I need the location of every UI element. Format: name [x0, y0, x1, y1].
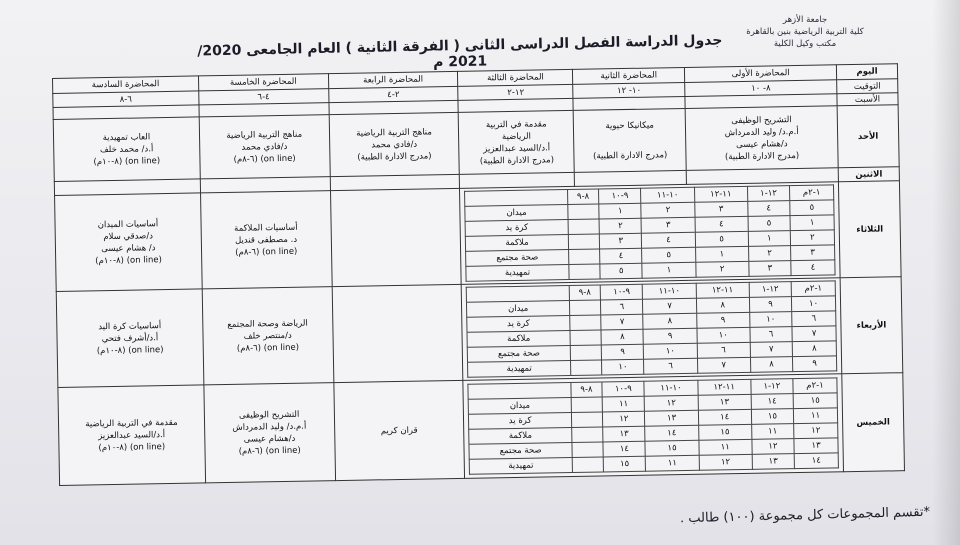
day-sunday: الأحد: [837, 105, 899, 168]
lecture-2-header: المحاضرة الثانية: [573, 67, 685, 84]
faculty-name: كلية التربية الرياضية بنين بالقاهرة: [746, 27, 864, 37]
sunday-lecture-4: مناهج التربية الرياضية د/فادي محمد (مدرج الادارة الطبية): [329, 112, 460, 176]
time-1: ٨- ١٠: [685, 80, 837, 97]
tuesday-groups: [460, 182, 840, 285]
schedule-table: [52, 63, 905, 486]
time-2: ١٠- ١٢: [573, 82, 685, 98]
tuesday-row: [55, 181, 902, 292]
wednesday-lecture-4: [332, 284, 463, 382]
sunday-lecture-5: مناهج التربية الرياضية د/فادي محمد (on line) (٦-٨م): [199, 115, 330, 179]
office-name: مكتب وكيل الكلية: [773, 39, 837, 49]
tuesday-lecture-4: [330, 188, 461, 286]
sunday-lecture-3: مقدمة في التربية الرياضية أ.د/السيد عبدالعزيز (مدرج الادارة الطبية): [459, 110, 575, 174]
wednesday-groups: [462, 278, 842, 381]
day-thursday: الخميس: [842, 373, 905, 472]
tuesday-lecture-6: أساسيات الميدان د/صدقي سلام د/ هشام عيسى (on line) (٨-١٠م): [55, 193, 202, 292]
time-6: ٦-٨: [53, 91, 199, 108]
day-label: اليوم: [836, 64, 897, 80]
sunday-lecture-6: العاب تمهيدية أ.د/ محمد خلف (on line) (٨-١٠م): [53, 117, 200, 182]
time-label: التوقيت: [837, 79, 898, 94]
week-label: الأسبت: [837, 93, 898, 106]
wednesday-lecture-6: أساسيات كرة اليد أ.د/أشرف فتحي (on line) (٨-١٠م): [56, 289, 203, 388]
lecture-6-header: المحاضرة السادسة: [53, 76, 199, 94]
footnote: *تقسم المجموعات كل مجموعة (١٠٠) طالب .: [679, 504, 931, 527]
page-edge-shadow: [932, 0, 960, 545]
sunday-lecture-1: التشريح الوظيفى أ.م.د/ وليد الدمرداش د/هشام عيسى (مدرج الادارة الطبية): [685, 106, 838, 171]
lecture-3-header: المحاضرة الثالثة: [458, 69, 573, 86]
tuesday-lecture-5: أساسيات الملاكمة د. مصطفى قنديل (on line) (٦-٨م): [200, 191, 331, 289]
thursday-lecture-5: التشريح الوظيفى أ.م.د/ وليد الدمرداش د/هشام عيسى (on line) (٦-٨م): [204, 383, 336, 483]
lecture-5-header: المحاضرة الخامسة: [198, 74, 328, 91]
thursday-groups: [463, 374, 843, 479]
university-name: جامعة الأزهر: [782, 15, 828, 25]
wednesday-rotation-table: ١-٢م ١٢-١ ١١-١٢ ١٠-١١ ٩-١٠ ٨-٩ ١٠ ٩ ٨ ٧ ٦ ميدان ٦ ١٠ ٩ ٨ ٧ كرة يد ٧ ٦ ١٠ ٩ ٨ ملاكمة ٨ ٧ ٦ ١٠ ٩ صحة مجتمع ٩ ٨ ٧ ٦ ١٠ تمهيدية: [466, 280, 837, 377]
schedule-title: جدول الدراسة الفصل الدراسى الثانى ( الفرقة الثانية ) العام الجامعى 2020/ 2021 م: [197, 32, 723, 71]
day-wednesday: الأربعاء: [840, 277, 903, 374]
time-5: ٤-٦: [199, 89, 329, 105]
thursday-row: [58, 373, 905, 486]
wednesday-lecture-5: الرياضة وصحة المجتمع د/منتصر خلف (on line) (٦-٨م): [202, 287, 333, 385]
time-3: ١٢-٢: [458, 84, 573, 100]
thursday-lecture-6: مقدمة في التربية الرياضية أ.د/السيد عبدالعزيز (on line) (٨-١٠م): [58, 385, 205, 486]
sunday-lecture-2: ميكانيكا حيوية (مدرج الادارة الطبية): [573, 108, 686, 172]
thursday-rotation-table: ١-٢م ١٢-١ ١١-١٢ ١٠-١١ ٩-١٠ ٨-٩ ١٥ ١٤ ١٣ ١٢ ١١ ميدان ١١ ١٥ ١٤ ١٣ ١٢ كرة يد ١٢ ١١ ١٥ ١٤ ١٣ ملاكمة ١٣ ١٢ ١١ ١٥ ١٤ صحة مجتمع ١٤ ١٣ ١٢ ١١ ١٥ تمهيدية: [468, 377, 839, 474]
time-4: ٢-٤: [328, 86, 458, 102]
day-tuesday: الثلاثاء: [838, 181, 901, 278]
lecture-4-header: المحاضرة الرابعة: [328, 71, 458, 88]
wednesday-row: [56, 277, 903, 388]
thursday-lecture-4: قران كريم: [333, 380, 465, 480]
tuesday-rotation-table: ١-٢م ١٢-١ ١١-١٢ ١٠-١١ ٩-١٠ ٨-٩ ٥ ٤ ٣ ٢ ١ ميدان ١ ٥ ٤ ٣ ٢ كرة يد ٢ ١ ٥ ٤ ٣ ملاكمة ٣ ٢ ١ ٥ ٤ صحة مجتمع ٤ ٣ ٢ ١ ٥ تمهيدية: [464, 184, 835, 281]
lecture-1-header: المحاضرة الأولى: [685, 65, 837, 83]
day-monday: الاثنين: [838, 167, 899, 182]
